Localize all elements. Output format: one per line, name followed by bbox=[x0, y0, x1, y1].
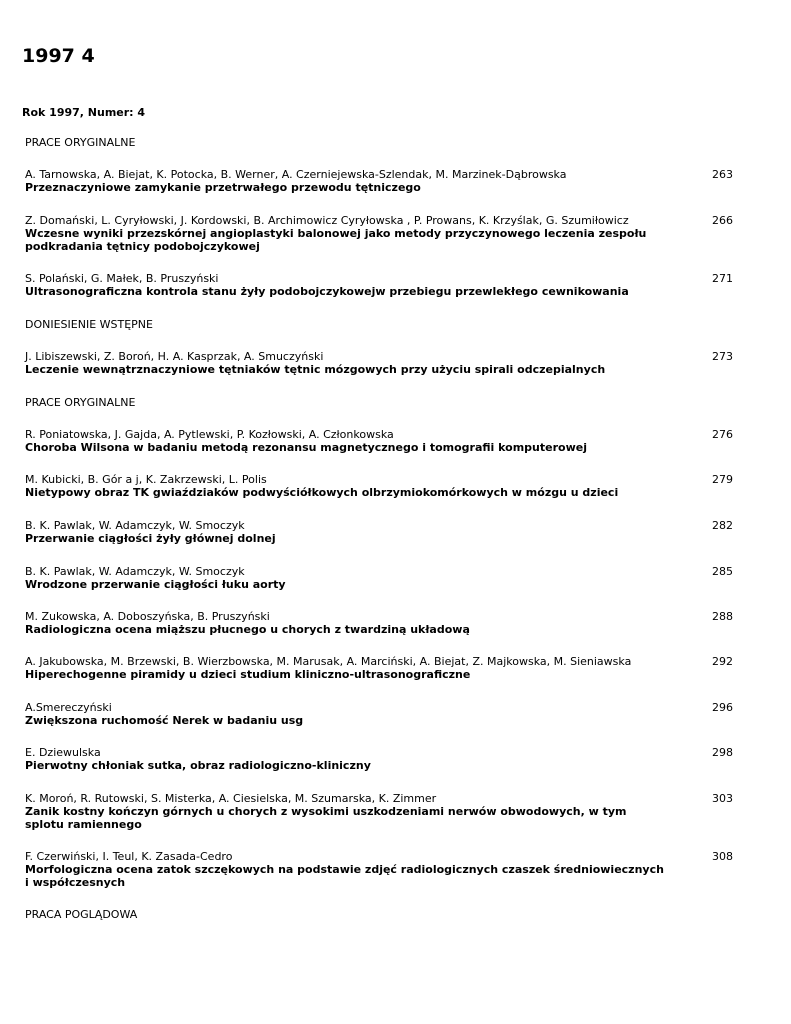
article-page-number: 273 bbox=[712, 350, 733, 363]
article-authors: M. Zukowska, A. Doboszyńska, B. Pruszyński bbox=[25, 610, 270, 623]
article-page-number: 271 bbox=[712, 272, 733, 285]
article-authors: A. Jakubowska, M. Brzewski, B. Wierzbowska, M. Marusak, A. Marciński, A. Biejat, Z. Majkowska, M. Sieniawska bbox=[25, 655, 632, 668]
article-authors: Z. Domański, L. Cyryłowski, J. Kordowski, B. Archimowicz Cyryłowska , P. Prowans, K. Krzyślak, G. Szumiłowicz bbox=[25, 214, 629, 227]
article-page-number: 266 bbox=[712, 214, 733, 227]
page-title: 1997 4 bbox=[22, 45, 95, 67]
section-heading-review: PRACA POGLĄDOWA bbox=[25, 908, 138, 921]
article-authors: F. Czerwiński, I. Teul, K. Zasada-Cedro bbox=[25, 850, 233, 863]
article-title[interactable] bbox=[25, 363, 665, 376]
article-entry bbox=[25, 428, 745, 454]
article-title[interactable] bbox=[25, 668, 665, 681]
article-title-link[interactable]: Choroba Wilsona w badaniu metodą rezonansu magnetycznego i tomografii komputerowej bbox=[25, 441, 587, 454]
article-authors: J. Libiszewski, Z. Boroń, H. A. Kasprzak, A. Smuczyński bbox=[25, 350, 324, 363]
article-title-link[interactable]: Wczesne wyniki przezskórnej angioplastyki balonowej jako metody przyczynowego leczenia zespołu podkradania tętnicy podobojczykowej bbox=[25, 227, 647, 253]
article-title-link[interactable]: Ultrasonograficzna kontrola stanu żyły podobojczykowejw przebiegu przewlekłego cewnikowania bbox=[25, 285, 629, 298]
article-authors: E. Dziewulska bbox=[25, 746, 101, 759]
article-authors: R. Poniatowska, J. Gajda, A. Pytlewski, P. Kozłowski, A. Członkowska bbox=[25, 428, 394, 441]
article-title-link[interactable]: Leczenie wewnątrznaczyniowe tętniaków tętnic mózgowych przy użyciu spirali odczepialnych bbox=[25, 363, 606, 376]
article-title-link[interactable]: Wrodzone przerwanie ciągłości łuku aorty bbox=[25, 578, 286, 591]
article-title[interactable] bbox=[25, 759, 665, 772]
article-authors: B. K. Pawlak, W. Adamczyk, W. Smoczyk bbox=[25, 565, 245, 578]
article-title[interactable] bbox=[25, 714, 665, 727]
article-title[interactable] bbox=[25, 227, 665, 253]
section-heading-original-papers: PRACE ORYGINALNE bbox=[25, 136, 136, 149]
article-title-link[interactable]: Nietypowy obraz TK gwiaździaków podwyściółkowych olbrzymiokomórkowych w mózgu u dzieci bbox=[25, 486, 619, 499]
article-authors: K. Moroń, R. Rutowski, S. Misterka, A. Ciesielska, M. Szumarska, K. Zimmer bbox=[25, 792, 437, 805]
article-authors: M. Kubicki, B. Gór a j, K. Zakrzewski, L. Polis bbox=[25, 473, 267, 486]
article-page-number: 292 bbox=[712, 655, 733, 668]
article-title-link[interactable]: Zanik kostny kończyn górnych u chorych z wysokimi uszkodzeniami nerwów obwodowych, w tym splotu ramiennego bbox=[25, 805, 627, 831]
article-authors: S. Polański, G. Małek, B. Pruszyński bbox=[25, 272, 219, 285]
article-title[interactable] bbox=[25, 441, 665, 454]
article-entry bbox=[25, 168, 745, 194]
article-title[interactable] bbox=[25, 578, 665, 591]
article-entry bbox=[25, 473, 745, 499]
article-title-link[interactable]: Radiologiczna ocena miąższu płucnego u chorych z twardziną układową bbox=[25, 623, 470, 636]
article-entry bbox=[25, 610, 745, 636]
article-entry bbox=[25, 746, 745, 772]
article-title[interactable] bbox=[25, 285, 665, 298]
article-title-link[interactable]: Przerwanie ciągłości żyły głównej dolnej bbox=[25, 532, 276, 545]
article-entry bbox=[25, 350, 745, 376]
article-title[interactable] bbox=[25, 181, 665, 194]
article-title[interactable] bbox=[25, 623, 665, 636]
section-heading-original-papers: PRACE ORYGINALNE bbox=[25, 396, 136, 409]
article-title[interactable] bbox=[25, 532, 665, 545]
article-title[interactable] bbox=[25, 863, 665, 889]
article-page-number: 288 bbox=[712, 610, 733, 623]
article-entry bbox=[25, 565, 745, 591]
article-entry bbox=[25, 792, 745, 831]
article-authors: B. K. Pawlak, W. Adamczyk, W. Smoczyk bbox=[25, 519, 245, 532]
issue-label: Rok 1997, Numer: 4 bbox=[22, 106, 146, 119]
article-authors: A.Smereczyński bbox=[25, 701, 112, 714]
article-title[interactable] bbox=[25, 805, 665, 831]
article-page-number: 298 bbox=[712, 746, 733, 759]
article-entry bbox=[25, 655, 745, 681]
article-authors: A. Tarnowska, A. Biejat, K. Potocka, B. Werner, A. Czerniejewska-Szlendak, M. Marzinek-Dąbrowska bbox=[25, 168, 567, 181]
article-title-link[interactable]: Zwiększona ruchomość Nerek w badaniu usg bbox=[25, 714, 304, 727]
article-title-link[interactable]: Przeznaczyniowe zamykanie przetrwałego przewodu tętniczego bbox=[25, 181, 421, 194]
article-entry bbox=[25, 519, 745, 545]
section-heading-preliminary-report: DONIESIENIE WSTĘPNE bbox=[25, 318, 153, 331]
article-entry bbox=[25, 214, 745, 253]
article-title-link[interactable]: Pierwotny chłoniak sutka, obraz radiologiczno-kliniczny bbox=[25, 759, 371, 772]
article-page-number: 263 bbox=[712, 168, 733, 181]
article-page-number: 285 bbox=[712, 565, 733, 578]
article-page-number: 308 bbox=[712, 850, 733, 863]
article-title-link[interactable]: Morfologiczna ocena zatok szczękowych na podstawie zdjęć radiologicznych czaszek średniowiecznych i współczesnych bbox=[25, 863, 664, 889]
article-page-number: 276 bbox=[712, 428, 733, 441]
article-page-number: 282 bbox=[712, 519, 733, 532]
article-entry bbox=[25, 272, 745, 298]
article-entry bbox=[25, 850, 745, 889]
article-title-link[interactable]: Hiperechogenne piramidy u dzieci studium kliniczno-ultrasonograficzne bbox=[25, 668, 471, 681]
article-entry bbox=[25, 701, 745, 727]
article-page-number: 303 bbox=[712, 792, 733, 805]
article-title[interactable] bbox=[25, 486, 665, 499]
article-page-number: 279 bbox=[712, 473, 733, 486]
article-page-number: 296 bbox=[712, 701, 733, 714]
